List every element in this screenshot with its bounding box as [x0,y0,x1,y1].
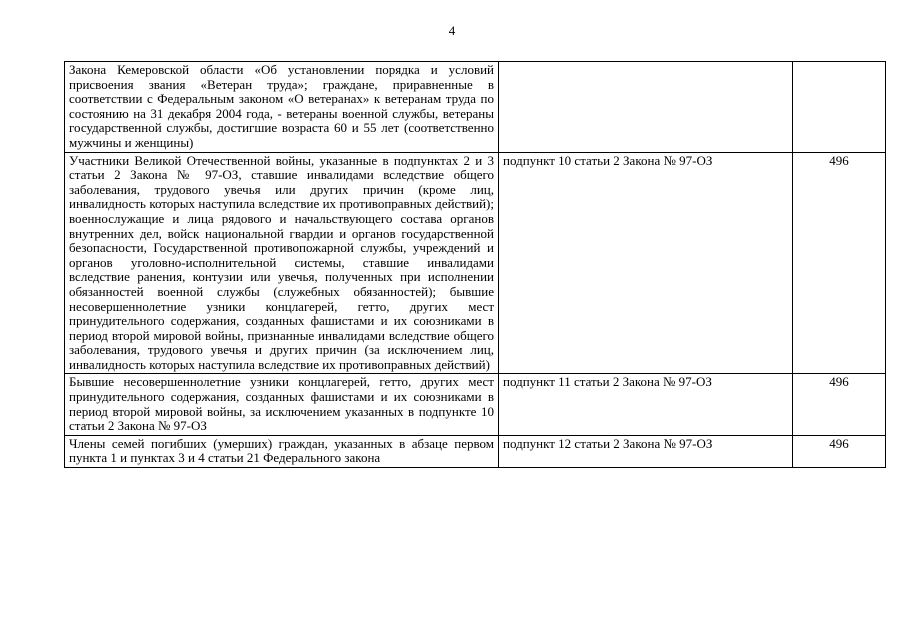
table-row [65,374,886,435]
row-4-description: Члены семей погибших (умерших) граждан, указанных в абзаце первом пункта 1 и пунктах 3 и 4 статьи 21 Федерального закона [65,435,499,467]
table-row [65,62,886,153]
row-4-basis: подпункт 12 статьи 2 Закона № 97-ОЗ [499,435,793,467]
row-1-amount [793,62,886,153]
page-number: 4 [448,23,456,38]
row-1-description: Закона Кемеровской области «Об установлении порядка и условий присвоения звания «Ветеран труда»; граждане, приравненные в соответствии с Федеральным законом «О ветеранах» к ветеранам труда по состоянию на 31 декабря 2004 года, - ветераны военной службы, ветераны государственной службы, достигшие возраста 60 и 55 лет (соответственно мужчины и женщины) [65,62,499,153]
row-3-description: Бывшие несовершеннолетние узники концлагерей, гетто, других мест принудительного содержания, созданных фашистами и их союзниками в период второй мировой войны, за исключением указанных в подпункте 10 статьи 2 Закона № 97-ОЗ [65,374,499,435]
row-3-amount: 496 [793,374,886,435]
table-row [65,435,886,467]
table-row [65,152,886,374]
row-4-amount: 496 [793,435,886,467]
row-3-basis: подпункт 11 статьи 2 Закона № 97-ОЗ [499,374,793,435]
row-2-amount: 496 [793,152,886,374]
row-2-description: Участники Великой Отечественной войны, указанные в подпунктах 2 и 3 статьи 2 Закона № 97-ОЗ, ставшие инвалидами вследствие общего заболевания, трудового увечья или других причин (кроме лиц, инвалидность которых наступила вследствие их противоправных действий); военнослужащие и лица рядового и начальствующего состава органов внутренних дел, войск национальной гвардии и органов государственной безопасности, Государственной противопожарной службы, учреждений и органов уголовно-исполнительной системы, ставшие инвалидами вследствие ранения, контузии или увечья, полученных при исполнении обязанностей военной службы (служебных обязанностей); бывшие несовершеннолетние узники концлагерей, гетто, других мест принудительного содержания, созданных фашистами и их союзниками в период второй мировой войны, признанные инвалидами вследствие общего заболевания, трудового увечья и других причин (за исключением лиц, инвалидность которых наступила вследствие их противоправных действий) [65,152,499,374]
row-2-basis: подпункт 10 статьи 2 Закона № 97-ОЗ [499,152,793,374]
benefits-table [64,61,886,468]
row-1-basis [499,62,793,153]
